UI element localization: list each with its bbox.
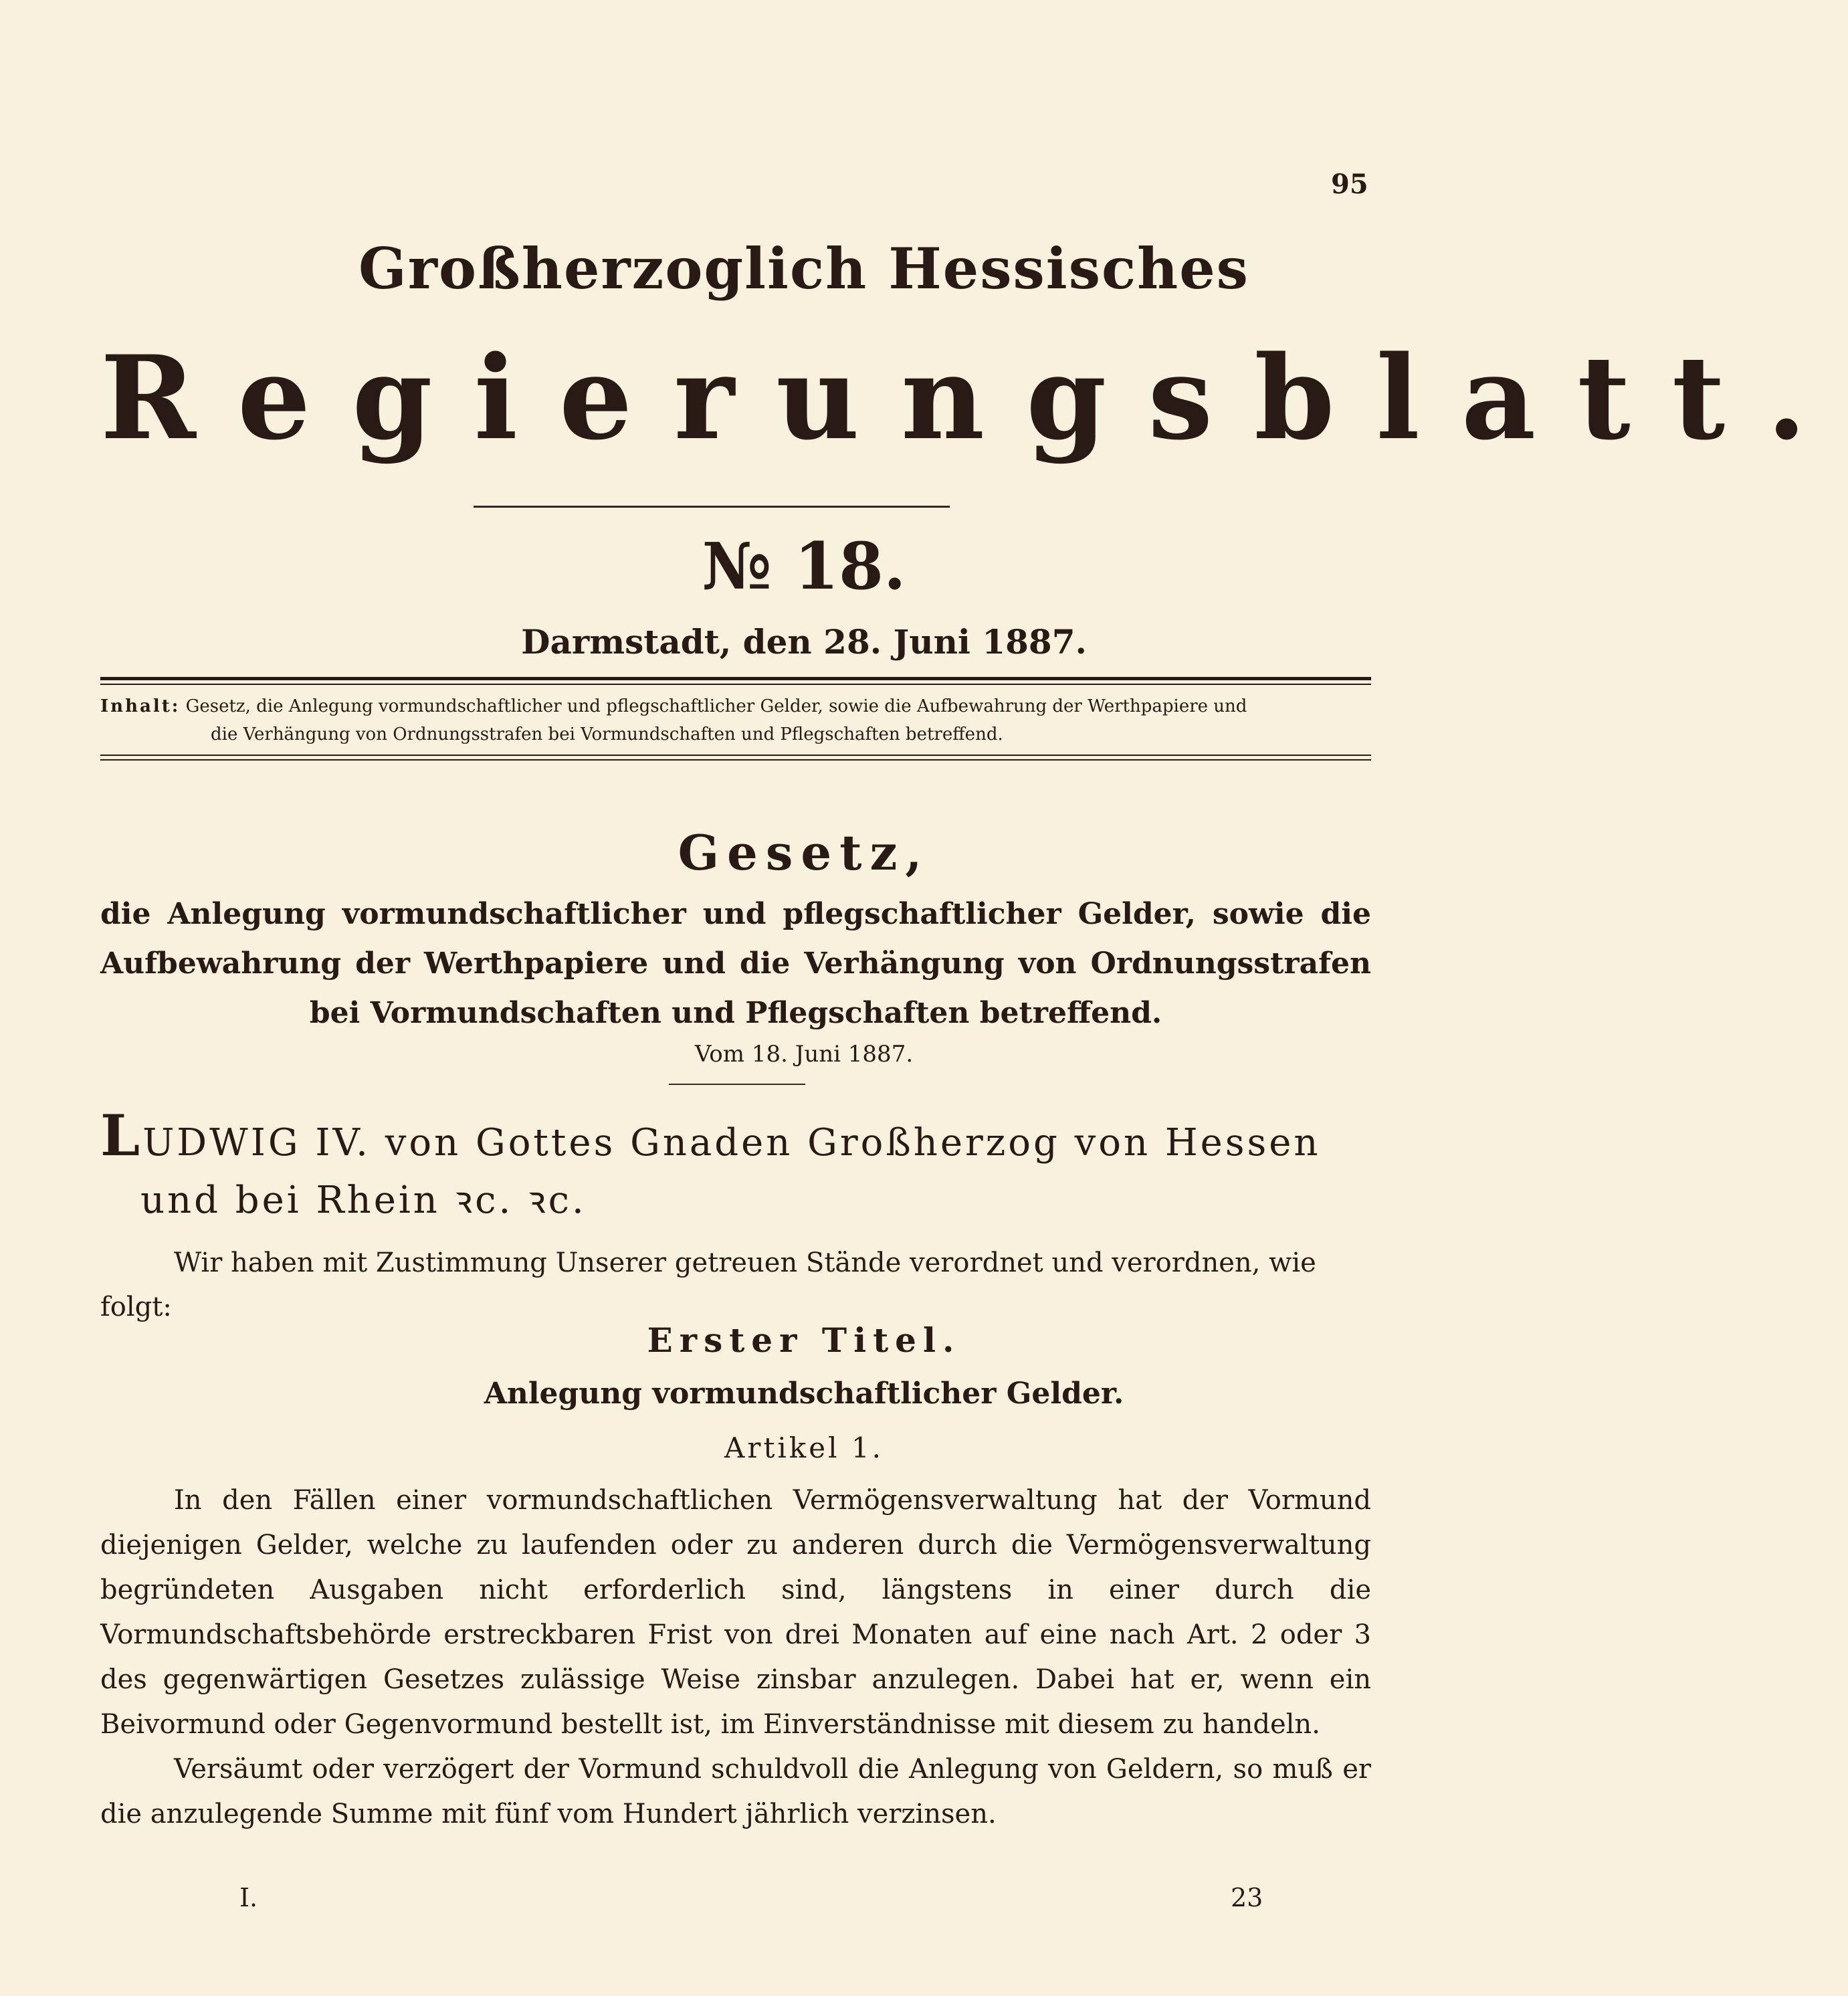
masthead-divider xyxy=(474,506,950,508)
enactment-clause xyxy=(100,1241,1371,1329)
title-subheading: Anlegung vormundschaftlicher Gelder. xyxy=(484,1377,1124,1411)
law-heading: Gesetz, xyxy=(678,824,930,881)
law-title: die Anlegung vormundschaftlicher und pflegschaftlicher Gelder, sowie die Aufbewahrung der Werthpapiere und die Verhängung von Ordnungsstrafen bei Vormundschaften und Pflegschaften betreffend. xyxy=(100,897,1371,1030)
preamble-line-1: UDWIG IV. von Gottes Gnaden Großherzog von Hessen xyxy=(142,1121,1321,1165)
preamble xyxy=(100,1102,1371,1229)
law-date: Vom 18. Juni 1887. xyxy=(694,1041,914,1068)
article-1-paragraph-1: In den Fällen einer vormundschaftlichen Vermögensverwaltung hat der Vormund diejenigen Gelder, welche zu laufenden oder zu anderen durch die Vermögensverwaltung begründeten Ausgaben nicht erforderlich sind, längstens in einer durch die Vormundschaftsbehörde erstreckbaren Frist von drei Monaten auf eine nach Art. 2 oder 3 des gegenwärtigen Gesetzes zulässige Weise zinsbar anzulegen. Dabei hat er, wenn ein Beivormund oder Gegenvormund bestellt ist, im Einverständnisse mit diesem zu handeln. xyxy=(100,1485,1371,1740)
article-1-paragraph-2: Versäumt oder verzögert der Vormund schuldvoll die Anlegung von Geldern, so muß er die anzulegende Summe mit fünf vom Hundert jährlich verzinsen. xyxy=(100,1754,1371,1829)
contents-label: Inhalt: xyxy=(100,696,181,716)
article-heading: Artikel 1. xyxy=(724,1431,884,1464)
preamble-initial: L xyxy=(100,1102,143,1169)
contents-line-2: die Verhängung von Ordnungsstrafen bei Vormundschaften und Pflegschaften betreffend. xyxy=(211,724,1003,744)
issue-number: № 18. xyxy=(702,528,906,604)
contents-top-rule xyxy=(100,677,1371,685)
page-number: 95 xyxy=(1331,169,1368,200)
masthead-title: Regierungsblatt. xyxy=(100,330,1848,466)
section-divider xyxy=(669,1084,805,1085)
contents-summary xyxy=(100,692,1371,748)
contents-bottom-rule xyxy=(100,755,1371,761)
sheet-signature: I. xyxy=(239,1883,258,1912)
title-heading: Erster Titel. xyxy=(647,1320,961,1360)
sheet-count: 23 xyxy=(1231,1883,1263,1912)
preamble-line-2: und bei Rhein ꝛc. ꝛc. xyxy=(140,1179,587,1222)
enactment-line-1: Wir haben mit Zustimmung Unserer getreuen Stände verordnet und verordnen, wie xyxy=(174,1248,1316,1278)
enactment-line-2: folgt: xyxy=(100,1292,172,1322)
issue-dateline: Darmstadt, den 28. Juni 1887. xyxy=(521,622,1087,662)
masthead-subtitle: Großherzoglich Hessisches xyxy=(358,235,1249,302)
contents-line-1: Gesetz, die Anlegung vormundschaftlicher und pflegschaftlicher Gelder, sowie die Aufbewahrung der Werthpapiere und xyxy=(185,696,1247,716)
